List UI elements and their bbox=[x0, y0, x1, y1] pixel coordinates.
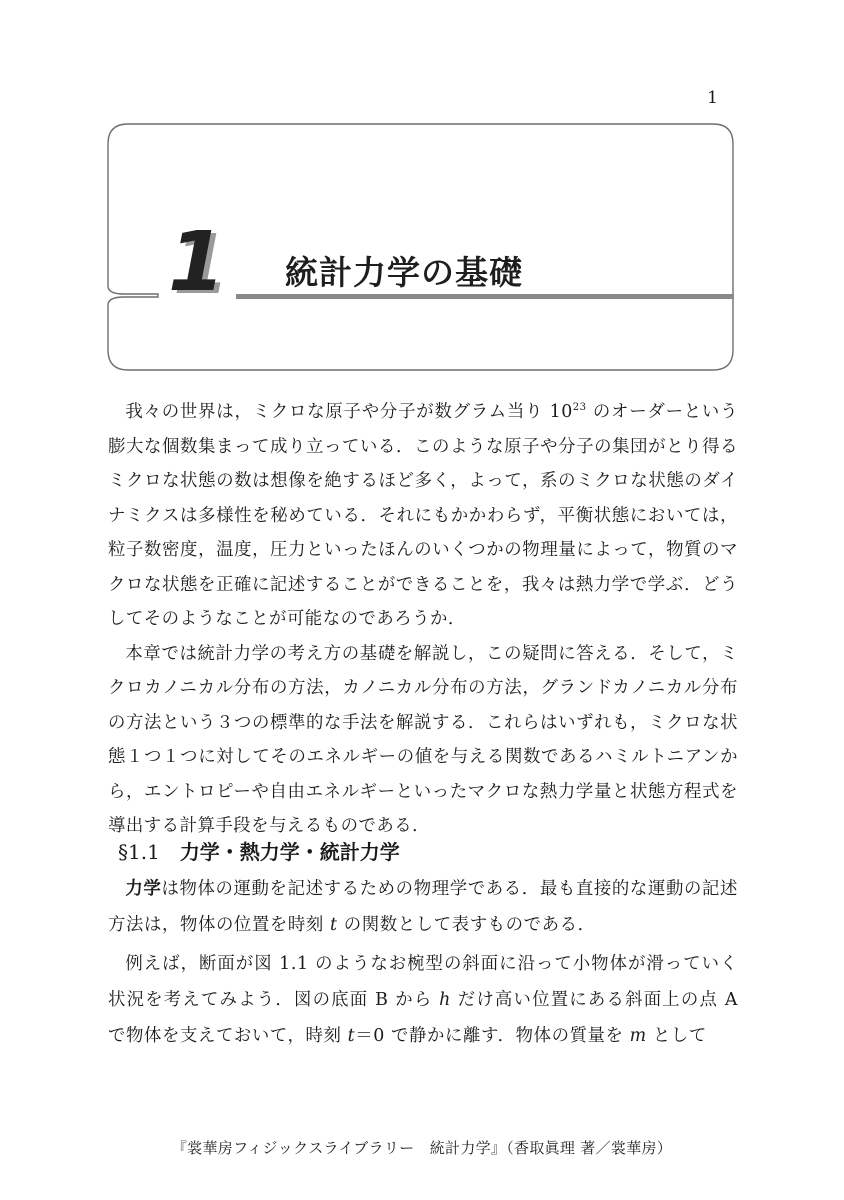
math-var-m: m bbox=[629, 1026, 647, 1046]
math-var-t: t bbox=[330, 915, 338, 935]
section-body bbox=[108, 871, 738, 1054]
book-citation-footer: 『裳華房フィジックスライブラリー 統計力学』（香取眞理 著／裳華房） bbox=[171, 1139, 673, 1157]
chapter-frame bbox=[0, 0, 844, 380]
chapter-title: 統計力学の基礎 bbox=[285, 253, 523, 292]
chapter-number: 1 bbox=[168, 215, 224, 310]
math-var-h: h bbox=[439, 990, 451, 1010]
section-heading bbox=[118, 836, 400, 865]
exponent: 23 bbox=[572, 402, 587, 413]
section-number: §1.1 bbox=[118, 840, 160, 864]
math-var-t: t bbox=[347, 1026, 356, 1046]
chapter-intro bbox=[108, 395, 738, 844]
section-title: 力学・熱力学・統計力学 bbox=[179, 840, 400, 864]
page-number: 1 bbox=[707, 88, 718, 108]
intro-paragraph-1: 我々の世界は，ミクロな原子や分子が数グラム当り $10^{23}$ のオーダーという膨大な個数集まって成り立っている．このような原子や分子の集団がとり得るミクロな状態の数は想像を絶するほど多く，よって，系のミクロな状態のダイナミクスは多様性を秘めている．それにもかかわらず，平衡状態においては，粒子数密度，温度，圧力といったほんのいくつかの物理量によって，物質のマクロな状態を正確に記述することができることを，我々は熱力学で学ぶ．どうしてそのようなことが可能なのであろうか． bbox=[108, 402, 738, 629]
key-term: 力学 bbox=[125, 879, 162, 899]
chapter-title-rule bbox=[236, 294, 734, 299]
body-paragraph-2: 例えば，断面が図 1.1 のようなお椀型の斜面に沿って小物体が滑っていく状況を考えてみよう．図の底面 B から h だけ高い位置にある斜面上の点 A で物体を支えておいて，時刻 t＝0 で静かに離す．物体の質量を m として bbox=[108, 954, 738, 1046]
intro-paragraph-2: 本章では統計力学の考え方の基礎を解説し，この疑問に答える．そして，ミクロカノニカル分布の方法，カノニカル分布の方法，グランドカノニカル分布の方法という３つの標準的な手法を解説する．これらはいずれも，ミクロな状態１つ１つに対してそのエネルギーの値を与える関数であるハミルトニアンから，エントロピーや自由エネルギーといったマクロな熱力学量と状態方程式を導出する計算手段を与えるものである． bbox=[108, 643, 738, 836]
body-paragraph-1: 力学は物体の運動を記述するための物理学である．最も直接的な運動の記述方法は，物体の位置を時刻 t の関数として表すものである． bbox=[108, 879, 739, 935]
